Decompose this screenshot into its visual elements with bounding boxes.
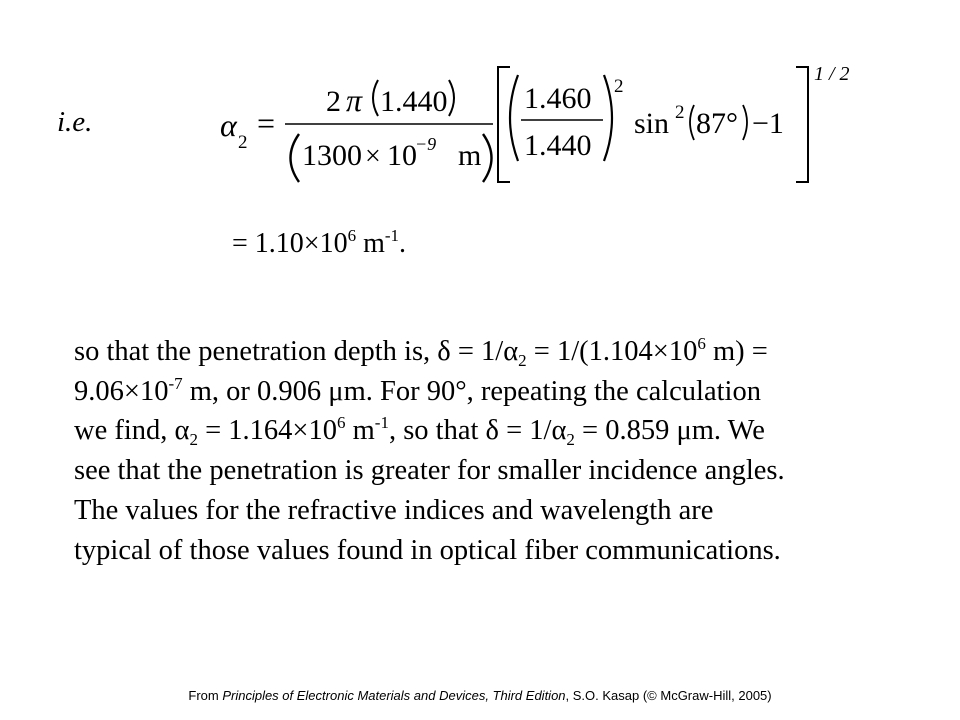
- paragraph-line-1: [74, 332, 894, 372]
- sin-function: sin: [634, 107, 670, 140]
- result-unit: m: [356, 228, 385, 259]
- line2-text-b: m, or 0.906 μm. For 90°, repeating the calculation: [182, 375, 761, 407]
- numerator-left-paren: [373, 80, 378, 116]
- denominator-times: ×: [365, 141, 381, 172]
- line3-text-c: m: [345, 415, 375, 447]
- angle-left-paren: [690, 105, 694, 140]
- line2-text-a: 9.06×10: [74, 375, 169, 407]
- line3-text-a: we find, α: [74, 415, 190, 447]
- angle-right-paren: [743, 105, 747, 140]
- result-unit-exponent: -1: [384, 226, 400, 245]
- citation-prefix: From: [188, 688, 223, 703]
- outer-exponent: 1 / 2: [814, 63, 850, 85]
- right-square-bracket: [796, 67, 808, 182]
- line3-text-d: , so that δ = 1/α: [388, 415, 567, 447]
- line1-exponent: 6: [697, 334, 706, 353]
- angle-value: 87°: [696, 107, 738, 140]
- denominator-exponent: −9: [415, 134, 437, 154]
- line1-text-b: = 1/(1.104×10: [526, 336, 698, 367]
- line1-text-c: m) =: [705, 336, 768, 367]
- result-suffix: .: [399, 228, 407, 259]
- numerator-right-paren: [449, 80, 454, 116]
- minus-one: −1: [752, 107, 784, 140]
- ratio-denominator: 1.440: [524, 129, 592, 162]
- citation-suffix: , S.O. Kasap (© McGraw-Hill, 2005): [565, 688, 772, 703]
- paragraph-line-5: The values for the refractive indices and wavelength are: [74, 494, 714, 526]
- denominator-right-paren: [483, 134, 492, 182]
- line1-subscript: 2: [518, 351, 527, 370]
- ratio-numerator: 1.460: [524, 82, 592, 115]
- lhs-subscript: 2: [238, 132, 248, 153]
- paragraph-line-2: [74, 372, 894, 412]
- left-square-bracket: [498, 67, 510, 182]
- alpha2-result: [232, 226, 406, 260]
- line3-exponent-1: 6: [336, 413, 346, 433]
- denominator-value: 1300: [302, 139, 362, 172]
- sin-exponent: 2: [675, 102, 685, 123]
- result-exponent: 6: [347, 226, 357, 245]
- ratio-right-paren: [604, 75, 612, 161]
- line3-text-b: = 1.164×10: [197, 415, 337, 447]
- ratio-exponent: 2: [614, 76, 624, 97]
- line1-text-a: so that the penetration depth is, δ = 1/α: [74, 336, 519, 367]
- lhs-alpha: α: [220, 107, 237, 143]
- line3-subscript-1: 2: [189, 430, 198, 450]
- line2-exponent: -7: [168, 373, 183, 393]
- paragraph-line-3: [74, 411, 894, 451]
- line3-subscript-2: 2: [566, 430, 575, 450]
- denominator-left-paren: [291, 134, 300, 182]
- result-prefix: = 1.10×10: [232, 228, 348, 259]
- attenuation-equation: [0, 0, 960, 220]
- numerator-value: 1.440: [380, 85, 448, 118]
- denominator-base: 10: [387, 139, 417, 172]
- lhs-equals: =: [257, 105, 276, 141]
- paragraph-line-4: see that the penetration is greater for smaller incidence angles.: [74, 455, 785, 487]
- numerator-pi: π: [346, 82, 363, 118]
- denominator-unit: m: [458, 139, 482, 172]
- explanation-paragraph: [74, 332, 894, 570]
- numerator-coeff: 2: [326, 85, 341, 118]
- source-citation: [0, 688, 960, 703]
- ie-label: i.e.: [57, 106, 93, 138]
- paragraph-line-6: typical of those values found in optical fiber communications.: [74, 534, 781, 566]
- line3-text-e: = 0.859 μm. We: [574, 415, 765, 447]
- line3-exponent-2: -1: [374, 413, 389, 433]
- citation-book-title: Principles of Electronic Materials and Devices, Third Edition: [222, 688, 566, 703]
- ratio-left-paren: [510, 75, 518, 161]
